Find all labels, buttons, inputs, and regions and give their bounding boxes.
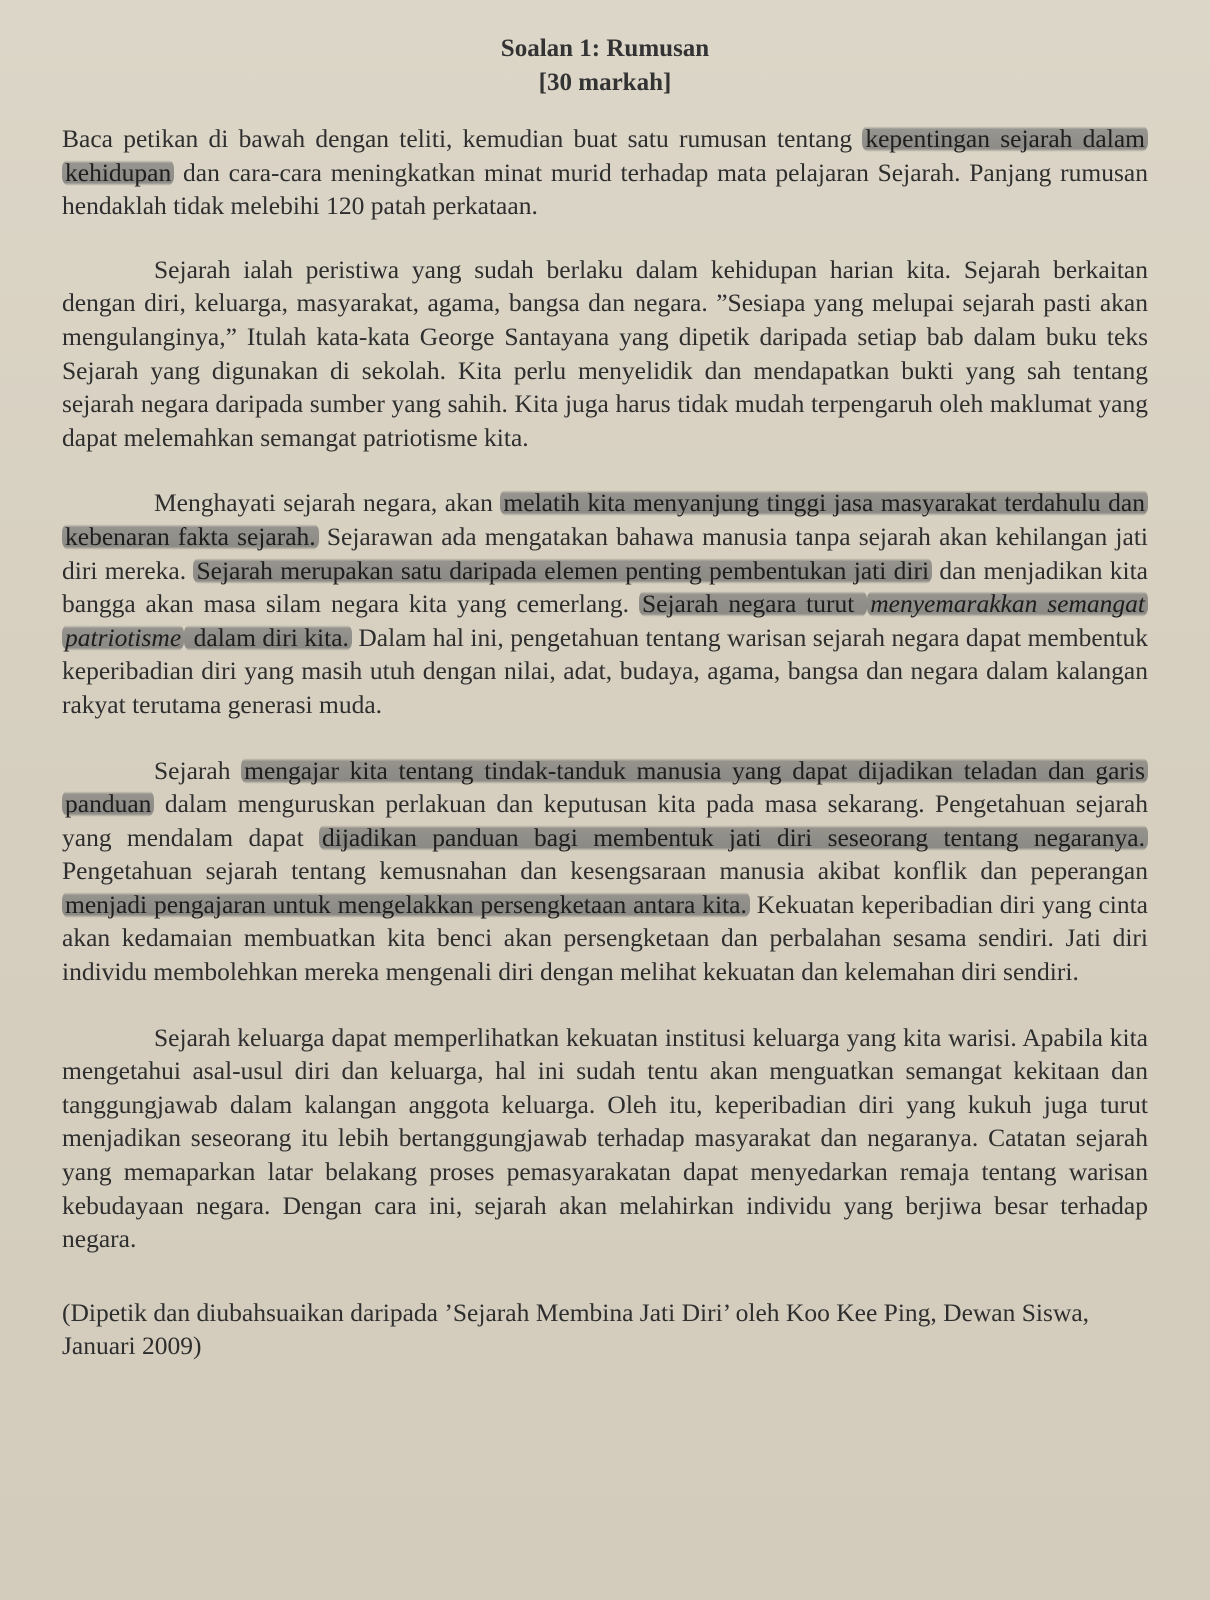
p3-text-1: Sejarah xyxy=(154,755,242,785)
p3-text-2: dalam menguruskan perlakuan dan keputusan kita pada masa sekarang. Pengetahuan sejarah yang mendalam dapat xyxy=(62,789,1148,852)
p2-highlight-1: melatih kita menyanjung tinggi jasa masyarakat terdahulu dan kebenaran fakta sejarah. xyxy=(62,488,1148,551)
p2-text-1: Menghayati sejarah negara, akan xyxy=(154,488,501,518)
marks-label: [30 markah] xyxy=(538,69,672,96)
p2-highlight-3b-italic: menyemarakkan semangat patriotisme xyxy=(62,589,1148,652)
p3-text-3: Pengetahuan sejarah tentang kemusnahan dan kesengsaraan manusia akibat konflik dan peperangan xyxy=(62,856,1148,886)
paragraph-4: Sejarah keluarga dapat memperlihatkan kekuatan institusi keluarga yang kita warisi. Apabila kita mengetahui asal-usul diri dan keluarga, hal ini sudah tentu akan menguatkan semangat kekitaan dan tanggungjawab dalam kalangan anggota keluarga. Oleh itu, keperibadian diri yang kukuh juga turut menjadikan seseorang itu lebih bertanggungjawab terhadap masyarakat dan negaranya. Catatan sejarah yang memaparkan latar belakang proses pemasyarakatan dapat menyedarkan remaja tentang warisan kebudayaan negara. Dengan cara ini, sejarah akan melahirkan individu yang berjiwa besar terhadap negara. xyxy=(62,1022,1148,1254)
p2-highlight-2: Sejarah merupakan satu daripada elemen penting pembentukan jati diri xyxy=(193,556,932,585)
instruction-paragraph xyxy=(62,122,1148,223)
p3-highlight-3: menjadi pengajaran untuk mengelakkan persengketaan antara kita. xyxy=(62,890,750,919)
p3-text-4: Kekuatan keperibadian diri yang cinta akan kedamaian membuatkan kita benci akan persengketaan dan perbalahan sesama sendiri. Jati diri individu membolehkan mereka mengenali diri dengan melihat kekuatan dan kelemahan diri sendiri. xyxy=(62,889,1148,987)
paragraph-2 xyxy=(62,486,1148,721)
p2-highlight-3a: Sejarah negara turut xyxy=(639,589,867,618)
p3-highlight-2: dijadikan panduan bagi membentuk jati diri seseorang tentang negaranya. xyxy=(319,823,1148,852)
p2-text-2: Sejarawan ada mengatakan bahawa manusia tanpa sejarah akan kehilangan jati diri mereka. xyxy=(62,521,1148,585)
source-citation: (Dipetik dan diubahsuaikan daripada ’Sejarah Membina Jati Diri’ oleh Koo Kee Ping, Dewan Siswa, Januari 2009) xyxy=(62,1297,1090,1361)
instruction-text-2: dan cara-cara meningkatkan minat murid terhadap mata pelajaran Sejarah. Panjang rumusan hendaklah tidak melebihi 120 patah perkataan. xyxy=(62,157,1148,221)
instruction-text-1: Baca petikan di bawah dengan teliti, kemudian buat satu rumusan tentang xyxy=(62,124,863,153)
p2-highlight-3c: dalam diri kita. xyxy=(184,623,352,652)
question-title: Soalan 1: Rumusan xyxy=(500,35,710,62)
paragraph-1: Sejarah ialah peristiwa yang sudah berlaku dalam kehidupan harian kita. Sejarah berkaitan dengan diri, keluarga, masyarakat, agama, bangsa dan negara. ”Sesiapa yang melupai sejarah pasti akan mengulanginya,” Itulah kata-kata George Santayana yang dipetik daripada setiap bab dalam buku teks Sejarah yang digunakan di sekolah. Kita perlu menyelidik dan mendapatkan bukti yang sah tentang sejarah negara daripada sumber yang sahih. Kita juga harus tidak mudah terpengaruh oleh maklumat yang dapat melemahkan semangat patriotisme kita. xyxy=(62,254,1148,452)
instruction-highlight: kepentingan sejarah dalam kehidupan xyxy=(62,124,1148,187)
p2-text-4: Dalam hal ini, pengetahuan tentang warisan sejarah negara dapat membentuk keperibadian diri yang masih utuh dengan nilai, adat, budaya, agama, bangsa dan negara dalam kalangan rakyat terutama generasi muda. xyxy=(62,622,1148,719)
title-block xyxy=(62,32,1148,100)
p2-text-3: dan menjadikan kita bangga akan masa silam negara kita yang cemerlang. xyxy=(62,555,1149,619)
p3-highlight-1: mengajar kita tentang tindak-tanduk manusia yang dapat dijadikan teladan dan garis panduan xyxy=(62,756,1148,819)
paragraph-3 xyxy=(62,754,1148,989)
